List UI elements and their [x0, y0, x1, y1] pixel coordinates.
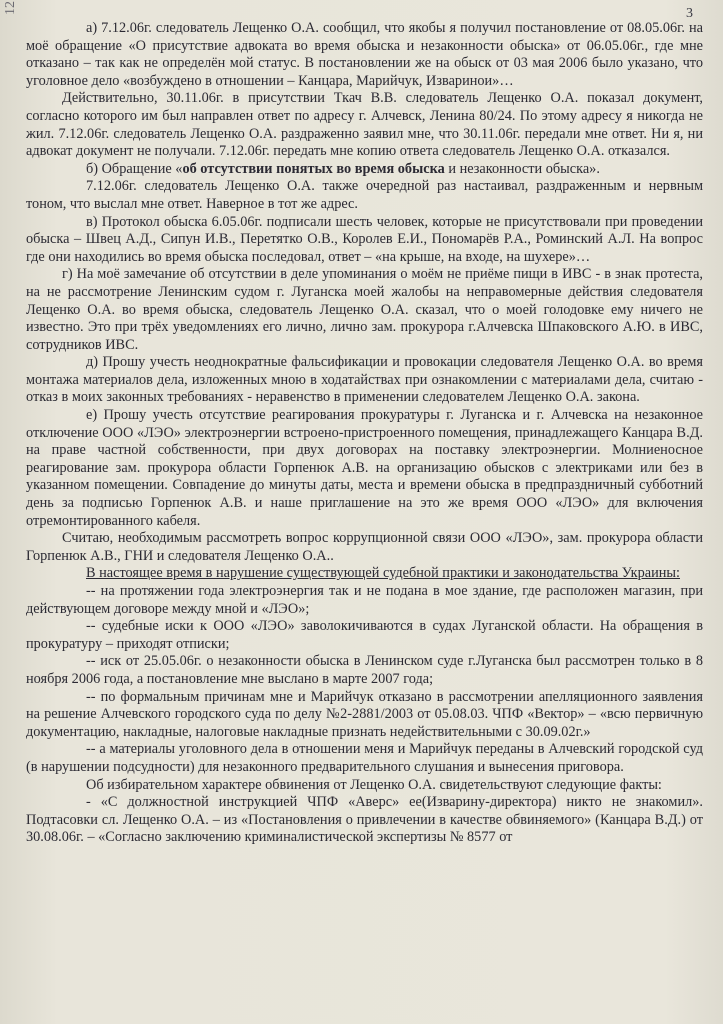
paragraph-corruption: Считаю, необходимым рассмотреть вопрос коррупционной связи ООО «ЛЭО», зам. прокурора области Горпенюк А.В., ГНИ и следователя Лещенко О.А.. — [26, 530, 703, 564]
list-item-lawsuits: -- судебные иски к ООО «ЛЭО» заволокичиваются в судах Луганской области. На обращения в прокуратуру – приходят отписки; — [26, 618, 703, 652]
paragraph-b-bold: об отсутствии понятых во время обыска — [182, 160, 445, 177]
paragraph-currently-heading: В настоящее время в нарушение существующей судебной практики и законодательства Украины: — [86, 565, 680, 582]
paragraph-insisted: 7.12.06г. следователь Лещенко О.А. также очередной раз настаивал, раздраженным и нервным тоном, что выслал мне ответ. Наверное в тот же адрес. — [26, 178, 703, 212]
paragraph-selective-charge: Об избирательном характере обвинения от Лещенко О.А. свидетельствуют следующие факты: — [86, 776, 662, 793]
paragraph-e: е) Прошу учесть отсутствие реагирования прокуратуры г. Луганска и г. Алчевска на незаконное отключение ООО «ЛЭО» электроэнергии встроено-пристроенного помещения, принадлежащего Канцара В.Д. на праве частной собственности, при двух договорах на поставку электроэнергии. Молниеносное реагирование зам. прокурора области Горпенюк А.В. на организацию обысков с электриками или без в указанном помещении. Совпадение до минуты даты, места и времени обыска в предпраздничный субботний день за подписью Горпенюк А.В. и наше приглашение на это же время ООО «ЛЭО» для включения отремонтированного кабеля. — [26, 407, 703, 529]
corner-mark: 12 — [3, 1, 18, 15]
list-item-electricity: -- на протяжении года электроэнергия так и не подана в мое здание, где расположен магазин, при действующем договоре между мной и «ЛЭО»; — [26, 583, 703, 617]
paragraph-actually: Действительно, 30.11.06г. в присутствии Ткач В.В. следователь Лещенко О.А. показал документ, согласно которого им был направлен ответ по адресу г. Алчевск, Ленина 80/24. По этому адресу я никогда не жил. 7.12.06г. следователь Лещенко О.А. раздраженно заявил мне, что 30.11.06г. передали мне ответ. Ни я, ни адвокат документ не получали. 7.12.06г. передать мне копию ответа следователь Лещенко О.А. отказался. — [26, 90, 703, 160]
paragraph-b-suffix: и незаконности обыска». — [444, 160, 600, 177]
paragraph-instruction: - «С должностной инструкцией ЧПФ «Аверс» ее(Изварину-директора) никто не знакомил». Подтасовки сл. Лещенко О.А. – из «Постановления о привлечении в качестве обвиняемого» (Канцара В.Д.) от 30.08.06г. – «Согласно заключению криминалистической экспертизы № 8577 от — [26, 794, 703, 846]
page-number: 3 — [686, 6, 693, 21]
list-item-appeal: -- по формальным причинам мне и Марийчук отказано в рассмотрении апелляционного заявления на решение Алчевского городского суда по делу №2-2881/2003 от 05.08.03. ЧПФ «Вектор» – «всю первичную документацию, накладные, налоговые накладные признать недействительными с 30.09.02г.» — [26, 688, 703, 740]
paragraph-g: г) На моё замечание об отсутствии в деле упоминания о моём не приёме пищи в ИВС - в знак протеста, на не рассмотрение Ленинским судом г. Луганска моей жалобы на неправомерные действия следователя Лещенко О.А. во время обыска, следователь Лещенко О.А. сказал, что о моей голодовке ему ничего не известно. Это при трёх уведомлениях его лично, лично зам. прокурора г.Алчевска Шпаковского А.Ю. в ИВС, сотрудников ИВС. — [26, 266, 703, 353]
list-item-claim: -- иск от 25.05.06г. о незаконности обыска в Ленинском суде г.Луганска был рассмотрен только в 8 ноября 2006 года, а постановление мне выслано в марте 2007 года; — [26, 653, 703, 687]
paragraph-d: д) Прошу учесть неоднократные фальсификации и провокации следователя Лещенко О.А. во время монтажа материалов дела, изложенных мною в ходатайствах при ознакомлении с материалами дела, считаю - отказ в моих законных требованиях - неравенство в применении следователем Лещенко О.А. закона. — [26, 354, 703, 406]
paragraph-a: а) 7.12.06г. следователь Лещенко О.А. сообщил, что якобы я получил постановление от 08.05.06г. на моё обращение «О присутствие адвоката во время обыска и незаконности обыска» от 06.05.06г., где мне отказано – так как не определён мой статус. В постановлении же на обыск от 03 мая 2006 было указано, что уголовное дело «возбуждено в отношении – Канцара, Марийчук, Изваринои»… — [26, 20, 703, 89]
paragraph-b — [26, 161, 703, 179]
paragraph-b-prefix: б) Обращение « — [86, 160, 183, 177]
paragraph-v: в) Протокол обыска 6.05.06г. подписали шесть человек, которые не присутствовали при проведении обыска – Швец А.Д., Сипун И.В., Перетятко О.В., Королев Е.И., Пономарёв Р.А., Роминский А.Л. На вопрос где они находились во время обыска последовал, ответ – «на крыше, на входе, на шухере»… — [26, 213, 703, 265]
list-item-materials: -- а материалы уголовного дела в отношении меня и Марийчук переданы в Алчевский городской суд (в нарушении подсудности) для незаконного предварительного слушания и вынесения приговора. — [26, 741, 703, 775]
